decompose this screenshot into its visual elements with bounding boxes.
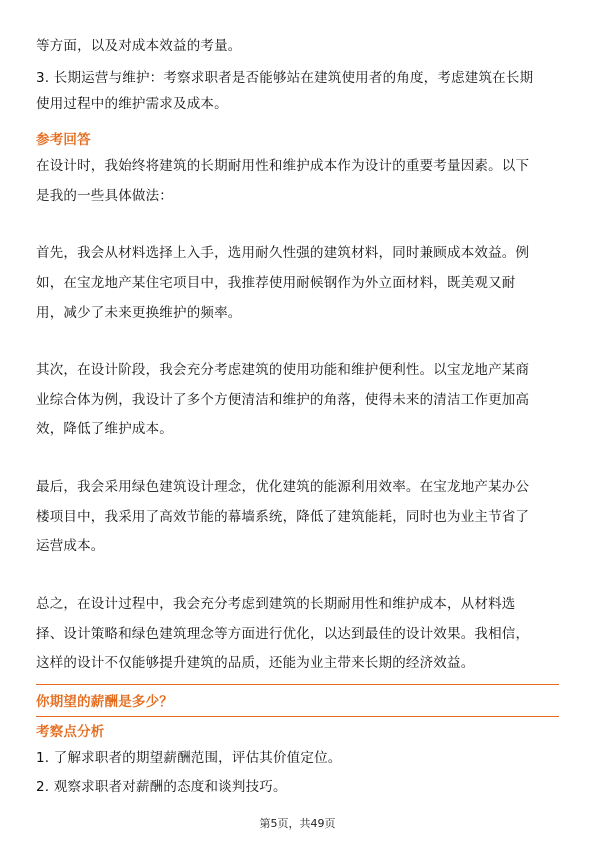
paragraph-line: 效，降低了维护成本。 — [36, 421, 173, 437]
intro-line: 使用过程中的维护需求及成本。 — [36, 96, 228, 112]
paragraph-line: 最后，我会采用绿色建筑设计理念，优化建筑的能源利用效率。在宝龙地产某办公 — [36, 479, 530, 495]
analysis-item: 1. 了解求职者的期望薪酬范围，评估其价值定位。 — [36, 750, 342, 766]
paragraph-line: 用，减少了未来更换维护的频率。 — [36, 305, 242, 321]
paragraph-line: 在设计时，我始终将建筑的长期耐用性和维护成本作为设计的重要考量因素。以下 — [36, 158, 530, 174]
paragraph-line: 如，在宝龙地产某住宅项目中，我推荐使用耐候钢作为外立面材料，既美观又耐 — [36, 275, 516, 291]
paragraph-line: 是我的一些具体做法： — [36, 188, 173, 204]
paragraph-line: 这样的设计不仅能够提升建筑的品质，还能为业主带来长期的经济效益。 — [36, 655, 475, 671]
paragraph-line: 业综合体为例，我设计了多个方便清洁和维护的角落，使得未来的清洁工作更加高 — [36, 392, 530, 408]
paragraph-line: 楼项目中，我采用了高效节能的幕墙系统，降低了建筑能耗，同时也为业主节省了 — [36, 509, 530, 525]
intro-line: 3. 长期运营与维护：考察求职者是否能够站在建筑使用者的角度，考虑建筑在长期 — [36, 70, 534, 86]
paragraph-line: 运营成本。 — [36, 538, 105, 554]
section-divider-top — [36, 684, 559, 685]
section-divider-bottom — [36, 716, 559, 717]
paragraph-line: 首先，我会从材料选择上入手，选用耐久性强的建筑材料，同时兼顾成本效益。例 — [36, 245, 530, 261]
intro-line: 等方面，以及对成本效益的考量。 — [36, 38, 242, 54]
paragraph-line: 其次，在设计阶段，我会充分考虑建筑的使用功能和维护便利性。以宝龙地产某商 — [36, 362, 530, 378]
paragraph-line: 择、设计策略和绿色建筑理念等方面进行优化，以达到最佳的设计效果。我相信， — [36, 626, 530, 642]
analysis-item: 2. 观察求职者对薪酬的态度和谈判技巧。 — [36, 779, 287, 795]
page-number: 第5页，共49页 — [259, 817, 336, 830]
question-title: 你期望的薪酬是多少？ — [36, 694, 173, 710]
analysis-heading: 考察点分析 — [36, 724, 105, 740]
answer-heading: 参考回答 — [36, 132, 91, 148]
paragraph-line: 总之，在设计过程中，我会充分考虑到建筑的长期耐用性和维护成本，从材料选 — [36, 596, 516, 612]
